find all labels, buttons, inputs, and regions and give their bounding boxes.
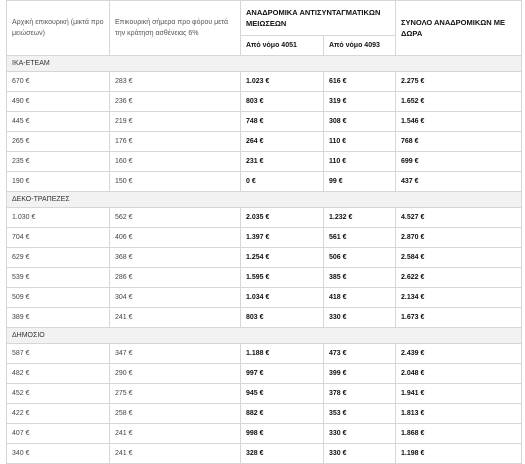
cell-initial-pension: 389 € (7, 308, 110, 328)
cell-initial-pension: 704 € (7, 228, 110, 248)
pension-arrears-table (6, 0, 522, 464)
section-title: ΔΕΚΟ-ΤΡΑΠΕΖΕΣ (7, 192, 522, 208)
cell-current-pension: 219 € (110, 112, 241, 132)
section-title: ΔΗΜΟΣΙΟ (7, 328, 522, 344)
cell-law-4093: 473 € (324, 344, 396, 364)
header-current-pension: Επικουρική σήμερα προ φόρου μετά την κράτηση ασθένειας 6% (110, 1, 241, 56)
cell-law-4093: 319 € (324, 92, 396, 112)
cell-current-pension: 176 € (110, 132, 241, 152)
table-row (7, 228, 522, 248)
cell-total: 1.673 € (396, 308, 522, 328)
cell-current-pension: 150 € (110, 172, 241, 192)
cell-current-pension: 286 € (110, 268, 241, 288)
cell-total: 1.813 € (396, 404, 522, 424)
cell-law-4051: 882 € (241, 404, 324, 424)
table-row (7, 288, 522, 308)
section-row (7, 328, 522, 344)
table-header (7, 1, 522, 56)
cell-total: 2.275 € (396, 72, 522, 92)
table-row (7, 308, 522, 328)
cell-initial-pension: 235 € (7, 152, 110, 172)
cell-total: 1.198 € (396, 444, 522, 464)
cell-initial-pension: 539 € (7, 268, 110, 288)
table-row (7, 172, 522, 192)
cell-total: 1.652 € (396, 92, 522, 112)
cell-current-pension: 290 € (110, 364, 241, 384)
table-row (7, 72, 522, 92)
cell-law-4093: 385 € (324, 268, 396, 288)
cell-law-4093: 99 € (324, 172, 396, 192)
cell-initial-pension: 265 € (7, 132, 110, 152)
cell-current-pension: 368 € (110, 248, 241, 268)
cell-law-4051: 997 € (241, 364, 324, 384)
table-row (7, 92, 522, 112)
cell-law-4093: 1.232 € (324, 208, 396, 228)
cell-total: 437 € (396, 172, 522, 192)
header-arrears-group: ΑΝΑΔΡΟΜΙΚΑ ΑΝΤΙΣΥΝΤΑΓΜΑΤΙΚΩΝ ΜΕΙΩΣΕΩΝ (241, 1, 396, 36)
cell-current-pension: 258 € (110, 404, 241, 424)
section-row (7, 192, 522, 208)
cell-current-pension: 275 € (110, 384, 241, 404)
cell-law-4051: 1.595 € (241, 268, 324, 288)
cell-total: 4.527 € (396, 208, 522, 228)
table-row (7, 364, 522, 384)
cell-law-4093: 353 € (324, 404, 396, 424)
cell-current-pension: 406 € (110, 228, 241, 248)
cell-total: 2.048 € (396, 364, 522, 384)
header-law-4051: Από νόμο 4051 (241, 36, 324, 56)
cell-total: 2.870 € (396, 228, 522, 248)
cell-total: 2.134 € (396, 288, 522, 308)
cell-law-4051: 1.254 € (241, 248, 324, 268)
header-initial-pension: Αρχική επικουρική (μικτά προ μειώσεων) (7, 1, 110, 56)
cell-law-4093: 110 € (324, 152, 396, 172)
cell-law-4051: 945 € (241, 384, 324, 404)
cell-law-4093: 308 € (324, 112, 396, 132)
cell-law-4093: 418 € (324, 288, 396, 308)
cell-current-pension: 304 € (110, 288, 241, 308)
cell-initial-pension: 629 € (7, 248, 110, 268)
cell-current-pension: 241 € (110, 444, 241, 464)
table-row (7, 424, 522, 444)
cell-initial-pension: 445 € (7, 112, 110, 132)
cell-law-4051: 1.023 € (241, 72, 324, 92)
cell-initial-pension: 490 € (7, 92, 110, 112)
cell-initial-pension: 190 € (7, 172, 110, 192)
cell-initial-pension: 407 € (7, 424, 110, 444)
cell-initial-pension: 482 € (7, 364, 110, 384)
cell-law-4093: 616 € (324, 72, 396, 92)
cell-initial-pension: 670 € (7, 72, 110, 92)
cell-initial-pension: 509 € (7, 288, 110, 308)
cell-law-4093: 330 € (324, 308, 396, 328)
table-row (7, 248, 522, 268)
cell-law-4051: 231 € (241, 152, 324, 172)
header-total-arrears: ΣΥΝΟΛΟ ΑΝΑΔΡΟΜΙΚΩΝ ΜΕ ΔΩΡΑ (396, 1, 522, 56)
cell-current-pension: 236 € (110, 92, 241, 112)
cell-law-4051: 1.397 € (241, 228, 324, 248)
cell-current-pension: 347 € (110, 344, 241, 364)
cell-initial-pension: 422 € (7, 404, 110, 424)
cell-total: 1.868 € (396, 424, 522, 444)
cell-law-4093: 330 € (324, 424, 396, 444)
cell-law-4051: 998 € (241, 424, 324, 444)
cell-current-pension: 241 € (110, 424, 241, 444)
table-row (7, 344, 522, 364)
cell-law-4051: 328 € (241, 444, 324, 464)
cell-law-4051: 2.035 € (241, 208, 324, 228)
cell-law-4051: 748 € (241, 112, 324, 132)
cell-current-pension: 241 € (110, 308, 241, 328)
cell-total: 1.546 € (396, 112, 522, 132)
table-row (7, 112, 522, 132)
cell-initial-pension: 587 € (7, 344, 110, 364)
cell-total: 768 € (396, 132, 522, 152)
table-row (7, 152, 522, 172)
cell-total: 2.439 € (396, 344, 522, 364)
table-row (7, 444, 522, 464)
cell-law-4093: 561 € (324, 228, 396, 248)
cell-law-4093: 399 € (324, 364, 396, 384)
cell-law-4051: 264 € (241, 132, 324, 152)
cell-law-4093: 110 € (324, 132, 396, 152)
section-title: ΙΚΑ-ΕΤΕΑΜ (7, 56, 522, 72)
cell-current-pension: 160 € (110, 152, 241, 172)
cell-initial-pension: 340 € (7, 444, 110, 464)
cell-law-4051: 803 € (241, 92, 324, 112)
cell-law-4051: 1.034 € (241, 288, 324, 308)
table-row (7, 404, 522, 424)
table-body (7, 56, 522, 464)
cell-initial-pension: 452 € (7, 384, 110, 404)
section-row (7, 56, 522, 72)
cell-total: 2.622 € (396, 268, 522, 288)
cell-total: 2.584 € (396, 248, 522, 268)
table-row (7, 268, 522, 288)
cell-law-4051: 1.188 € (241, 344, 324, 364)
cell-current-pension: 283 € (110, 72, 241, 92)
cell-law-4051: 0 € (241, 172, 324, 192)
cell-current-pension: 562 € (110, 208, 241, 228)
cell-total: 1.941 € (396, 384, 522, 404)
cell-law-4051: 803 € (241, 308, 324, 328)
table-row (7, 208, 522, 228)
cell-law-4093: 506 € (324, 248, 396, 268)
table-row (7, 384, 522, 404)
header-law-4093: Από νόμο 4093 (324, 36, 396, 56)
cell-law-4093: 378 € (324, 384, 396, 404)
cell-total: 699 € (396, 152, 522, 172)
cell-law-4093: 330 € (324, 444, 396, 464)
table-row (7, 132, 522, 152)
cell-initial-pension: 1.030 € (7, 208, 110, 228)
